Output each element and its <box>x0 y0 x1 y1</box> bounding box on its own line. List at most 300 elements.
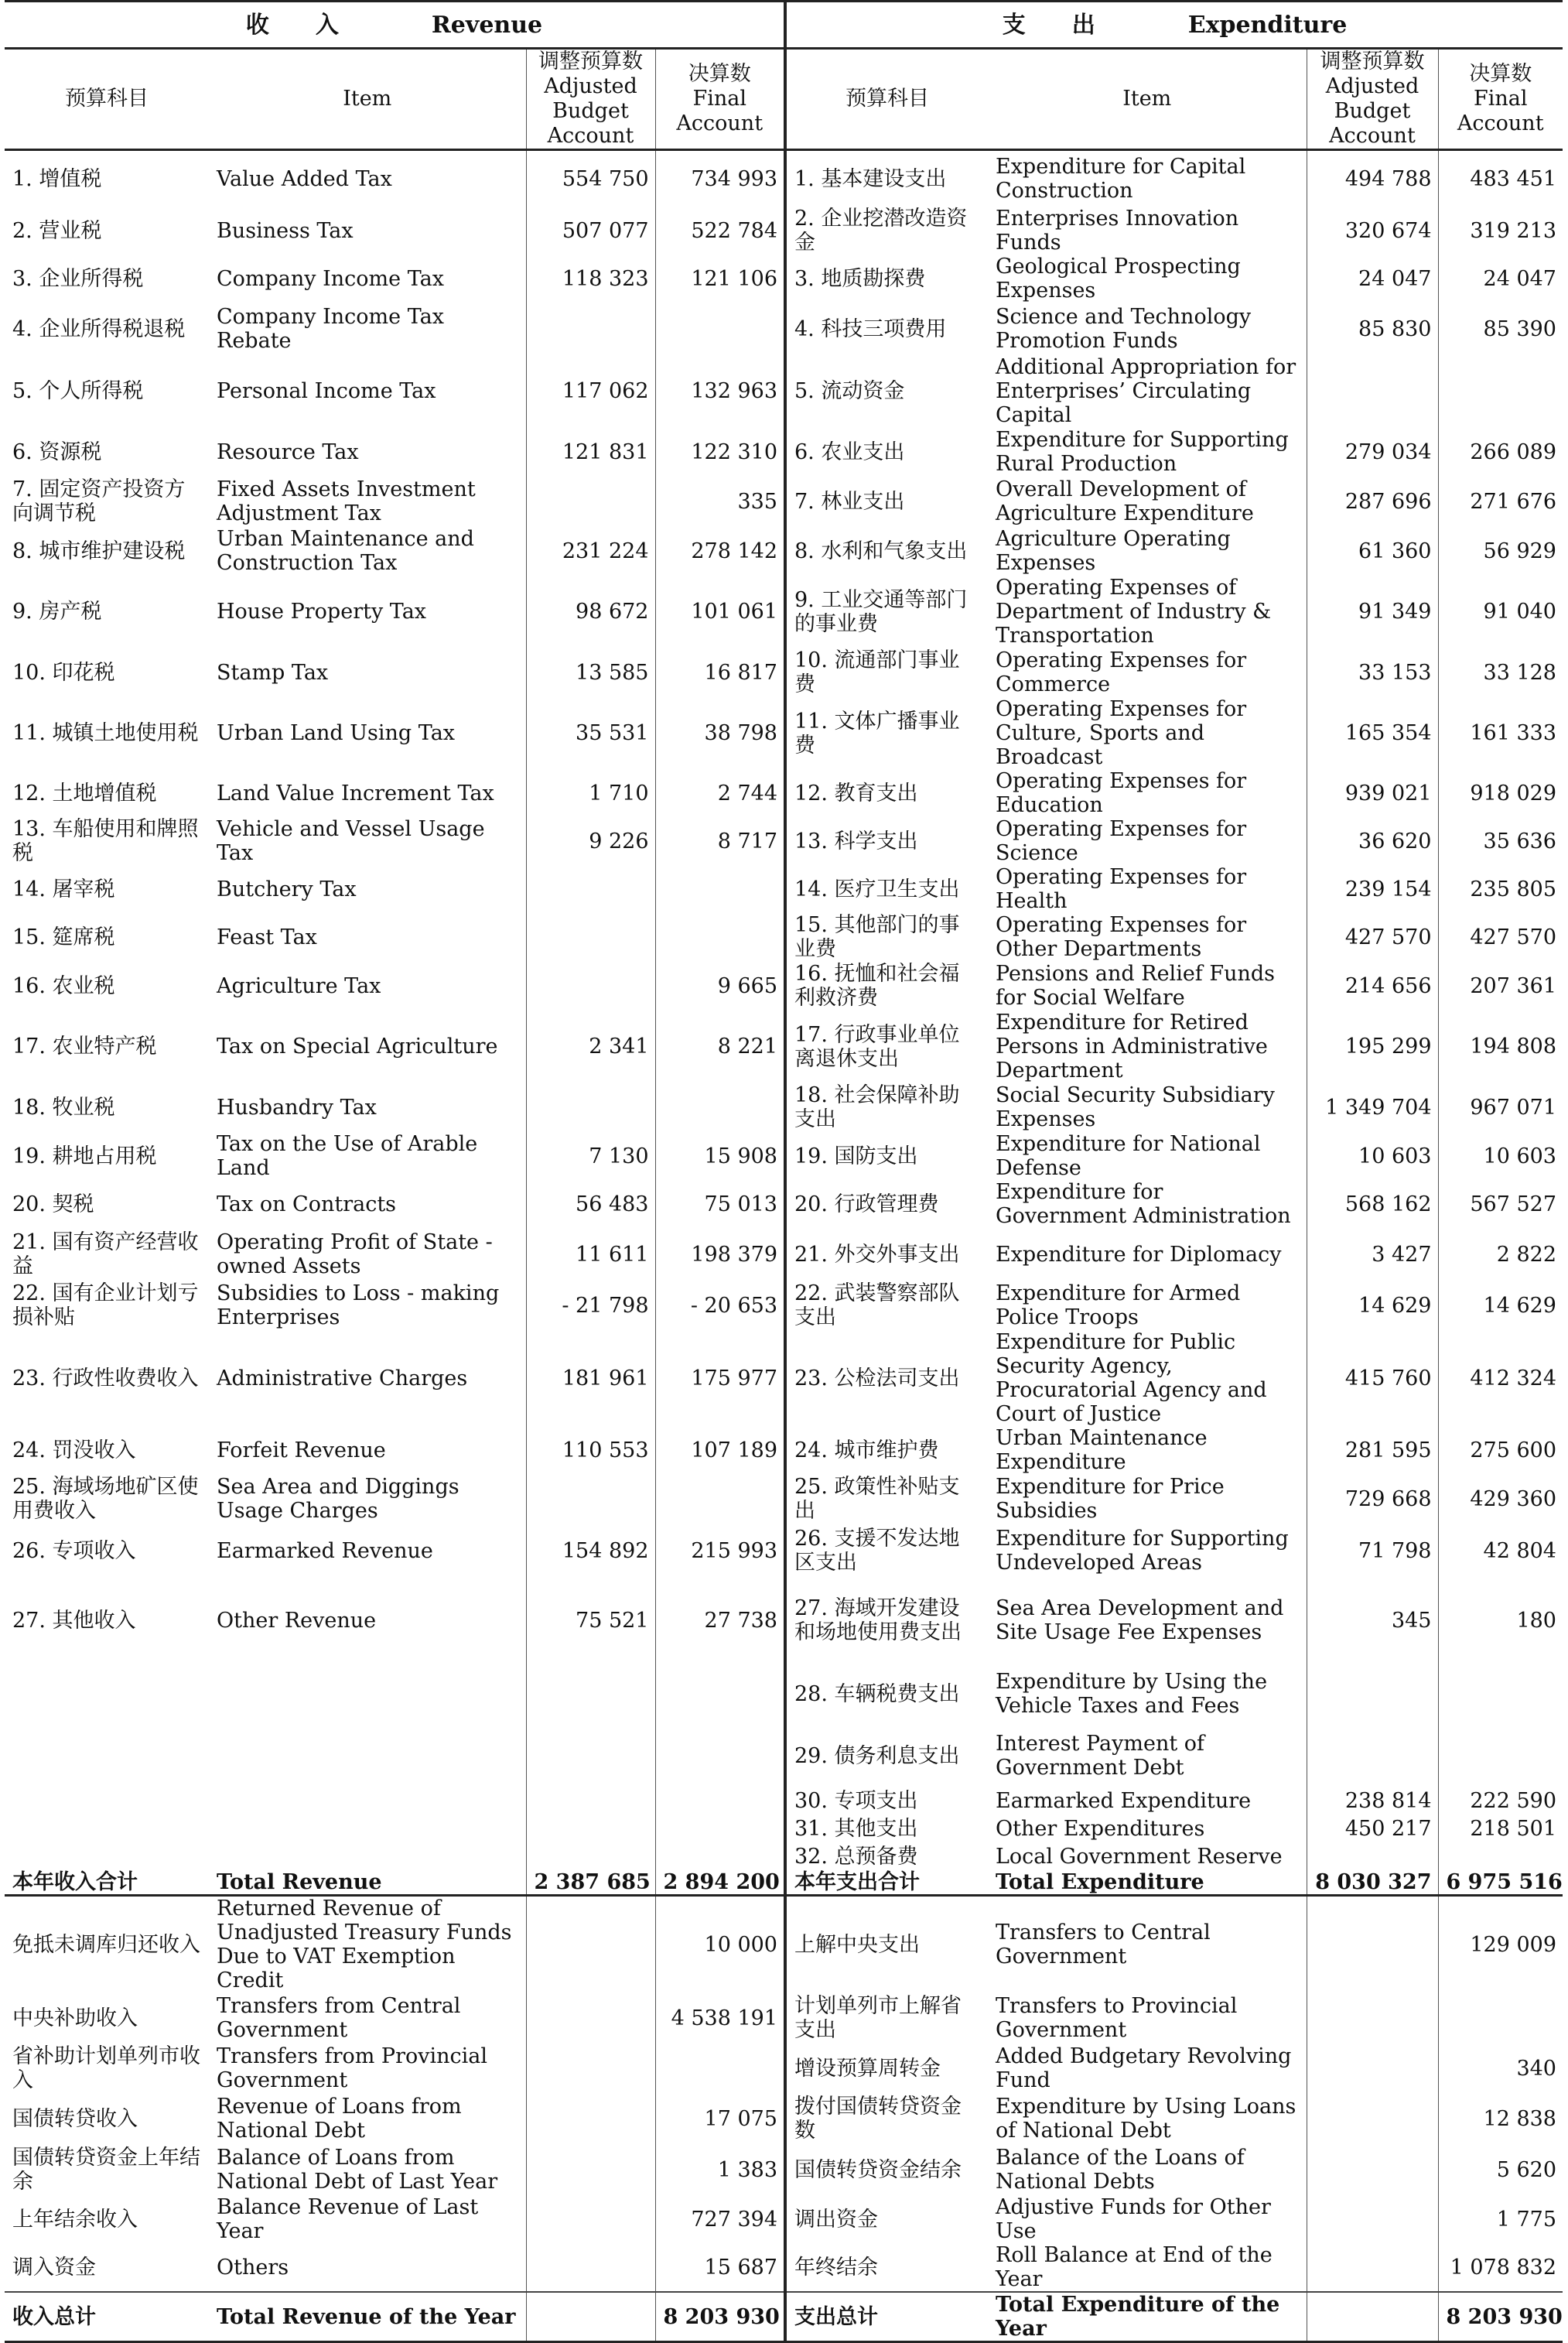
revenue-adjusted-cell <box>526 1663 655 1725</box>
expenditure-item-cell: Urban Maintenance Expenditure <box>996 1426 1208 1474</box>
expenditure-adjusted-cell: 33 153 <box>1307 648 1438 697</box>
expenditure-adjusted-cell: 91 349 <box>1307 576 1438 648</box>
table-row <box>5 576 1563 648</box>
expenditure-section-header <box>785 2 1563 49</box>
expenditure-item-cell: Expenditure for Supporting Rural Production <box>996 428 1289 476</box>
revenue-item-cell: Forfeit Revenue <box>217 1438 386 1462</box>
revenue-subject-cell: 14. 屠宰税 <box>12 877 115 901</box>
expenditure-adjusted-cell: 568 162 <box>1307 1180 1438 1228</box>
expenditure-subject-cell: 25. 政策性补贴支出 <box>785 1474 988 1524</box>
expenditure-final-cell: 412 324 <box>1438 1330 1563 1426</box>
adjusted-en-label: Adjusted Budget <box>544 74 637 123</box>
expenditure-final-cell <box>1438 1842 1563 1870</box>
expenditure-adjusted-cell: 195 299 <box>1307 1011 1438 1083</box>
revenue-final-cell: 278 142 <box>655 526 785 576</box>
revenue-adjusted-cell: 121 831 <box>526 427 655 477</box>
revenue-total-label: 本年收入合计 <box>5 1870 209 1896</box>
table-row <box>5 1787 1563 1815</box>
revenue-subject-cell: 省补助计划单列市收入 <box>12 2044 200 2092</box>
expenditure-final-cell: 56 929 <box>1438 526 1563 576</box>
expenditure-final-cell: 207 361 <box>1438 961 1563 1011</box>
revenue-adjusted-cell: 98 672 <box>526 576 655 648</box>
expenditure-final-cell: 427 570 <box>1438 913 1563 961</box>
revenue-subject-cell: 13. 车船使用和牌照税 <box>12 817 199 865</box>
expenditure-final-cell: 91 040 <box>1438 576 1563 648</box>
expenditure-adjusted-cell <box>1307 2195 1438 2243</box>
revenue-final-cell <box>655 1474 785 1524</box>
expenditure-adjusted-cell <box>1307 1663 1438 1725</box>
revenue-final-cell: 734 993 <box>655 150 785 207</box>
revenue-adjusted-cell <box>526 2093 655 2144</box>
revenue-item-cell: Tax on Special Agriculture <box>217 1035 498 1059</box>
expenditure-final-cell <box>1438 355 1563 427</box>
revenue-final-cell: 4 538 191 <box>655 1992 785 2044</box>
item-rows <box>5 150 1563 1871</box>
transfer-row <box>5 1896 1563 1993</box>
expenditure-item-cell: Added Budgetary Revolving Fund <box>996 2044 1292 2092</box>
adjusted-en-label: Adjusted Budget <box>1325 74 1419 123</box>
revenue-final-cell: 121 106 <box>655 255 785 303</box>
revenue-item-cell: Transfers from Provincial Government <box>217 2044 488 2092</box>
revenue-final-cell <box>655 303 785 355</box>
expenditure-item-cell: Science and Technology Promotion Funds <box>996 305 1252 353</box>
expenditure-subject-cell: 增设预算周转金 <box>785 2044 988 2093</box>
expenditure-final-cell: 129 009 <box>1438 1896 1563 1993</box>
transfer-row <box>5 1992 1563 2044</box>
revenue-total-adjusted: 2 387 685 <box>526 1870 655 1896</box>
revenue-adjusted-cell: - 21 798 <box>526 1281 655 1330</box>
expenditure-total-label: 本年支出合计 <box>785 1870 988 1896</box>
revenue-subject-cell <box>5 1842 209 1870</box>
final-en-label-2: Account <box>1457 111 1544 135</box>
expenditure-subject-cell: 8. 水利和气象支出 <box>785 526 988 576</box>
expenditure-subject-cell: 30. 专项支出 <box>785 1787 988 1815</box>
table-row <box>5 150 1563 207</box>
expenditure-final-cell: 271 676 <box>1438 477 1563 526</box>
revenue-adjusted-cell: 507 077 <box>526 207 655 255</box>
adjusted-en-label-2: Account <box>547 124 634 148</box>
expenditure-item-cell: Additional Appropriation for Enterprises’ Circulating Capital <box>996 355 1296 427</box>
revenue-adjusted-cell <box>526 1474 655 1524</box>
table-row <box>5 477 1563 526</box>
revenue-subject-cell: 7. 固定资产投资方向调节税 <box>12 477 186 525</box>
table-row <box>5 769 1563 817</box>
expenditure-subject-cell: 29. 债务利息支出 <box>785 1725 988 1787</box>
expenditure-subject-cell: 16. 抚恤和社会福利救济费 <box>785 961 988 1011</box>
revenue-final-cell: 215 993 <box>655 1524 785 1578</box>
revenue-final-cell: 16 817 <box>655 648 785 697</box>
expenditure-adjusted-cell <box>1307 1842 1438 1870</box>
revenue-item-cell: Earmarked Revenue <box>217 1538 433 1563</box>
revenue-adjusted-cell <box>526 961 655 1011</box>
expenditure-total-final: 6 975 516 <box>1438 1870 1563 1896</box>
revenue-item-cell: Tax on Contracts <box>217 1192 397 1216</box>
expenditure-adjusted-cell: 939 021 <box>1307 769 1438 817</box>
revenue-adjusted-cell <box>526 2044 655 2093</box>
expenditure-adjusted-cell: 61 360 <box>1307 526 1438 576</box>
expenditure-final-cell: 275 600 <box>1438 1426 1563 1474</box>
final-en-label: Final <box>692 87 746 111</box>
revenue-subject-cell <box>5 1815 209 1842</box>
table-row <box>5 1578 1563 1663</box>
table-row <box>5 207 1563 255</box>
expenditure-item-header: Item <box>988 49 1307 150</box>
revenue-subject-cell: 27. 其他收入 <box>12 1608 136 1633</box>
expenditure-item-cell: Expenditure for Public Security Agency, Procuratorial Agency and Court of Justice <box>996 1330 1267 1426</box>
expenditure-subject-cell: 国债转贷资金结余 <box>785 2144 988 2195</box>
final-en-label-2: Account <box>676 111 764 135</box>
revenue-adjusted-cell: 117 062 <box>526 355 655 427</box>
table-row <box>5 1524 1563 1578</box>
expenditure-adjusted-cell <box>1307 2144 1438 2195</box>
revenue-subject-cell: 5. 个人所得税 <box>12 379 144 403</box>
revenue-adjusted-header <box>526 49 655 150</box>
revenue-adjusted-cell: 9 226 <box>526 817 655 865</box>
expenditure-adjusted-cell: 14 629 <box>1307 1281 1438 1330</box>
revenue-adjusted-cell <box>526 2243 655 2292</box>
expenditure-final-cell: 429 360 <box>1438 1474 1563 1524</box>
table-row <box>5 427 1563 477</box>
revenue-final-cell: 75 013 <box>655 1180 785 1228</box>
column-header-row <box>5 49 1563 150</box>
revenue-subject-cell: 10. 印花税 <box>12 660 115 685</box>
revenue-final-cell: 10 000 <box>655 1896 785 1993</box>
revenue-subject-cell: 8. 城市维护建设税 <box>12 539 186 563</box>
expenditure-adjusted-cell <box>1307 2243 1438 2292</box>
revenue-item-cell <box>209 1663 526 1725</box>
revenue-final-cell: 122 310 <box>655 427 785 477</box>
revenue-subject-cell: 20. 契税 <box>12 1192 94 1216</box>
revenue-item-cell: Urban Maintenance and Construction Tax <box>217 527 474 575</box>
expenditure-item-cell: Expenditure for Supporting Undeveloped Areas <box>996 1527 1289 1575</box>
transfer-row <box>5 2243 1563 2292</box>
revenue-final-cell: 335 <box>655 477 785 526</box>
revenue-adjusted-cell: 7 130 <box>526 1132 655 1180</box>
revenue-item-cell: Administrative Charges <box>217 1366 468 1390</box>
expenditure-item-cell: Operating Expenses for Health <box>996 865 1247 913</box>
table-row <box>5 1842 1563 1870</box>
revenue-item-cell: Others <box>217 2255 289 2280</box>
expenditure-subject-cell: 4. 科技三项费用 <box>785 303 988 355</box>
expenditure-subject-cell: 6. 农业支出 <box>785 427 988 477</box>
expenditure-item-cell: Expenditure for Retired Persons in Administrative Department <box>996 1011 1268 1083</box>
expenditure-final-cell: 161 333 <box>1438 697 1563 769</box>
expenditure-subject-cell: 拨付国债转贷资金数 <box>785 2093 988 2144</box>
expenditure-title-cn: 支 出 <box>1002 11 1095 39</box>
expenditure-item-cell: Expenditure for Diplomacy <box>996 1242 1282 1267</box>
expenditure-subject-cell: 调出资金 <box>785 2195 988 2243</box>
expenditure-subject-cell: 2. 企业挖潜改造资金 <box>785 207 988 255</box>
expenditure-item-cell: Operating Expenses for Other Departments <box>996 913 1247 961</box>
table-row <box>5 865 1563 913</box>
expenditure-subject-cell: 15. 其他部门的事业费 <box>785 913 988 961</box>
revenue-item-cell: Business Tax <box>217 218 354 243</box>
revenue-subject-cell: 9. 房产税 <box>12 600 102 624</box>
revenue-final-cell: 38 798 <box>655 697 785 769</box>
revenue-item-cell: Returned Revenue of Unadjusted Treasury Funds Due to VAT Exemption Credit <box>217 1897 512 1992</box>
annual-total-row <box>5 1870 1563 1896</box>
expenditure-subject-cell: 28. 车辆税费支出 <box>785 1663 988 1725</box>
table-row <box>5 961 1563 1011</box>
expenditure-final-cell: 567 527 <box>1438 1180 1563 1228</box>
expenditure-item-cell: Sea Area Development and Site Usage Fee Expenses <box>996 1596 1284 1644</box>
revenue-final-cell: - 20 653 <box>655 1281 785 1330</box>
adjusted-cn-label: 调整预算数 <box>1320 50 1425 74</box>
expenditure-adjusted-cell: 71 798 <box>1307 1524 1438 1578</box>
revenue-final-header <box>655 49 785 150</box>
expenditure-adjusted-cell <box>1307 1896 1438 1993</box>
expenditure-item-cell: Enterprises Innovation Funds <box>996 207 1239 255</box>
expenditure-final-cell: 180 <box>1438 1578 1563 1663</box>
revenue-final-cell: 27 738 <box>655 1578 785 1663</box>
expenditure-final-cell: 12 838 <box>1438 2093 1563 2144</box>
revenue-grand-total-final: 8 203 930 <box>655 2292 785 2342</box>
revenue-item-cell: Sea Area and Diggings Usage Charges <box>217 1475 459 1523</box>
transfer-row <box>5 2093 1563 2144</box>
expenditure-adjusted-cell <box>1307 2093 1438 2144</box>
revenue-item-cell: Other Revenue <box>217 1608 377 1633</box>
expenditure-item-cell: Expenditure for Capital Construction <box>996 155 1246 203</box>
expenditure-total-item: Total Expenditure <box>988 1870 1307 1896</box>
table-row <box>5 255 1563 303</box>
expenditure-subject-cell: 1. 基本建设支出 <box>785 150 988 207</box>
revenue-final-cell: 101 061 <box>655 576 785 648</box>
expenditure-final-cell: 35 636 <box>1438 817 1563 865</box>
revenue-final-cell: 107 189 <box>655 1426 785 1474</box>
expenditure-item-cell: Transfers to Central Government <box>996 1921 1211 1968</box>
expenditure-item-cell: Operating Expenses for Education <box>996 769 1247 817</box>
revenue-final-cell: 9 665 <box>655 961 785 1011</box>
expenditure-adjusted-cell: 287 696 <box>1307 477 1438 526</box>
expenditure-total-adjusted: 8 030 327 <box>1307 1870 1438 1896</box>
revenue-final-cell <box>655 1083 785 1132</box>
revenue-adjusted-cell: 118 323 <box>526 255 655 303</box>
expenditure-subject-cell: 年终结余 <box>785 2243 988 2292</box>
revenue-adjusted-cell: 35 531 <box>526 697 655 769</box>
expenditure-adjusted-cell: 214 656 <box>1307 961 1438 1011</box>
revenue-item-cell: Company Income Tax Rebate <box>217 305 444 353</box>
expenditure-subject-cell: 31. 其他支出 <box>785 1815 988 1842</box>
revenue-adjusted-cell: 154 892 <box>526 1524 655 1578</box>
revenue-subject-cell: 16. 农业税 <box>12 973 115 998</box>
revenue-adjusted-cell <box>526 1083 655 1132</box>
table-row <box>5 303 1563 355</box>
revenue-subject-cell: 26. 专项收入 <box>12 1538 136 1563</box>
revenue-final-cell: 198 379 <box>655 1228 785 1281</box>
expenditure-adjusted-cell <box>1307 355 1438 427</box>
revenue-adjusted-cell <box>526 913 655 961</box>
revenue-final-cell: 1 383 <box>655 2144 785 2195</box>
expenditure-subject-cell: 13. 科学支出 <box>785 817 988 865</box>
expenditure-item-cell: Expenditure by Using Loans of National Debt <box>996 2095 1296 2143</box>
expenditure-final-cell: 918 029 <box>1438 769 1563 817</box>
revenue-item-cell: Husbandry Tax <box>217 1095 377 1120</box>
transfer-rows <box>5 1896 1563 2293</box>
expenditure-item-cell: Local Government Reserve <box>996 1844 1283 1869</box>
revenue-adjusted-cell <box>526 303 655 355</box>
expenditure-adjusted-cell: 279 034 <box>1307 427 1438 477</box>
revenue-item-cell <box>209 1815 526 1842</box>
revenue-grand-total-label: 收入总计 <box>5 2292 209 2342</box>
table-row <box>5 1426 1563 1474</box>
expenditure-item-cell: Operating Expenses of Department of Industry & Transportation <box>996 576 1272 648</box>
table-row <box>5 1083 1563 1132</box>
expenditure-adjusted-header <box>1307 49 1438 150</box>
expenditure-item-cell: Geological Prospecting Expenses <box>996 255 1241 303</box>
revenue-adjusted-cell: 56 483 <box>526 1180 655 1228</box>
revenue-adjusted-cell: 1 710 <box>526 769 655 817</box>
expenditure-subject-cell: 19. 国防支出 <box>785 1132 988 1180</box>
expenditure-item-cell: Expenditure for Armed Police Troops <box>996 1281 1241 1329</box>
revenue-adjusted-cell <box>526 1725 655 1787</box>
revenue-subject-cell: 15. 筵席税 <box>12 925 115 949</box>
expenditure-subject-cell: 14. 医疗卫生支出 <box>785 865 988 913</box>
revenue-adjusted-cell <box>526 1842 655 1870</box>
revenue-subject-cell: 22. 国有企业计划亏损补贴 <box>12 1281 199 1329</box>
revenue-final-cell <box>655 1787 785 1815</box>
transfer-row <box>5 2195 1563 2243</box>
final-cn-label: 决算数 <box>688 62 751 86</box>
expenditure-grand-total-adjusted <box>1307 2292 1438 2342</box>
revenue-total-item: Total Revenue <box>209 1870 526 1896</box>
expenditure-final-cell: 222 590 <box>1438 1787 1563 1815</box>
revenue-final-cell <box>655 913 785 961</box>
expenditure-final-cell: 340 <box>1438 2044 1563 2093</box>
expenditure-adjusted-cell: 450 217 <box>1307 1815 1438 1842</box>
revenue-adjusted-cell <box>526 1992 655 2044</box>
revenue-subject-cell: 17. 农业特产税 <box>12 1035 157 1059</box>
expenditure-item-cell: Adjustive Funds for Other Use <box>996 2195 1271 2243</box>
table-row <box>5 526 1563 576</box>
expenditure-subject-cell: 21. 外交外事支出 <box>785 1228 988 1281</box>
expenditure-adjusted-cell: 239 154 <box>1307 865 1438 913</box>
revenue-item-cell: Balance Revenue of Last Year <box>217 2195 479 2243</box>
revenue-final-cell: 8 221 <box>655 1011 785 1083</box>
expenditure-subject-cell: 10. 流通部门事业费 <box>785 648 988 697</box>
revenue-item-cell: Butchery Tax <box>217 877 357 901</box>
expenditure-final-cell: 10 603 <box>1438 1132 1563 1180</box>
table-row <box>5 1180 1563 1228</box>
expenditure-final-cell: 33 128 <box>1438 648 1563 697</box>
revenue-item-cell <box>209 1842 526 1870</box>
revenue-item-cell <box>209 1787 526 1815</box>
expenditure-adjusted-cell: 494 788 <box>1307 150 1438 207</box>
revenue-subject-cell: 2. 营业税 <box>12 218 102 243</box>
expenditure-subject-cell: 20. 行政管理费 <box>785 1180 988 1228</box>
expenditure-final-cell: 24 047 <box>1438 255 1563 303</box>
expenditure-item-cell: Interest Payment of Government Debt <box>996 1732 1205 1780</box>
expenditure-adjusted-cell: 10 603 <box>1307 1132 1438 1180</box>
expenditure-item-cell: Social Security Subsidiary Expenses <box>996 1083 1275 1131</box>
revenue-item-cell <box>209 1725 526 1787</box>
expenditure-subject-header: 预算科目 <box>785 49 988 150</box>
expenditure-final-cell: 2 822 <box>1438 1228 1563 1281</box>
expenditure-subject-cell: 23. 公检法司支出 <box>785 1330 988 1426</box>
revenue-item-cell: Personal Income Tax <box>217 379 436 403</box>
expenditure-final-cell: 319 213 <box>1438 207 1563 255</box>
expenditure-adjusted-cell: 415 760 <box>1307 1330 1438 1426</box>
expenditure-title-en: Expenditure <box>1187 11 1348 39</box>
expenditure-final-cell: 218 501 <box>1438 1815 1563 1842</box>
revenue-subject-cell: 12. 土地增值税 <box>12 781 157 806</box>
revenue-subject-cell: 24. 罚没收入 <box>12 1438 136 1462</box>
revenue-adjusted-cell: 11 611 <box>526 1228 655 1281</box>
expenditure-item-cell: Operating Expenses for Culture, Sports and Broadcast <box>996 697 1247 769</box>
revenue-item-cell: Company Income Tax <box>217 266 444 291</box>
revenue-subject-cell: 国债转贷收入 <box>12 2106 138 2131</box>
expenditure-subject-cell: 26. 支援不发达地区支出 <box>785 1524 988 1578</box>
table-row <box>5 1725 1563 1787</box>
revenue-item-cell: Revenue of Loans from National Debt <box>217 2095 462 2143</box>
expenditure-adjusted-cell: 427 570 <box>1307 913 1438 961</box>
expenditure-item-cell: Expenditure by Using the Vehicle Taxes and Fees <box>996 1670 1268 1718</box>
revenue-item-header: Item <box>209 49 526 150</box>
expenditure-final-cell: 483 451 <box>1438 150 1563 207</box>
expenditure-subject-cell: 7. 林业支出 <box>785 477 988 526</box>
revenue-subject-cell: 上年结余收入 <box>12 2207 138 2232</box>
revenue-subject-cell: 25. 海域场地矿区使用费收入 <box>12 1475 199 1523</box>
revenue-subject-cell <box>5 1787 209 1815</box>
expenditure-final-cell: 5 620 <box>1438 2144 1563 2195</box>
revenue-adjusted-cell: 181 961 <box>526 1330 655 1426</box>
revenue-subject-cell: 18. 牧业税 <box>12 1095 115 1120</box>
revenue-final-cell: 15 908 <box>655 1132 785 1180</box>
expenditure-adjusted-cell: 729 668 <box>1307 1474 1438 1524</box>
expenditure-item-cell: Operating Expenses for Science <box>996 817 1247 865</box>
revenue-subject-cell: 中央补助收入 <box>12 2006 138 2030</box>
expenditure-adjusted-cell: 24 047 <box>1307 255 1438 303</box>
expenditure-adjusted-cell: 3 427 <box>1307 1228 1438 1281</box>
expenditure-item-cell: Other Expenditures <box>996 1816 1205 1841</box>
table-row <box>5 1474 1563 1524</box>
revenue-subject-cell: 3. 企业所得税 <box>12 266 144 291</box>
expenditure-item-cell: Expenditure for Government Administration <box>996 1180 1291 1228</box>
revenue-subject-cell <box>5 1663 209 1725</box>
revenue-final-cell: 727 394 <box>655 2195 785 2243</box>
revenue-item-cell: Subsidies to Loss - making Enterprises <box>217 1281 500 1329</box>
expenditure-adjusted-cell <box>1307 1992 1438 2044</box>
revenue-item-cell: Fixed Assets Investment Adjustment Tax <box>217 477 476 525</box>
revenue-item-cell: Tax on the Use of Arable Land <box>217 1132 478 1180</box>
table-row <box>5 697 1563 769</box>
revenue-final-cell: 175 977 <box>655 1330 785 1426</box>
revenue-item-cell: Vehicle and Vessel Usage Tax <box>217 817 485 865</box>
expenditure-adjusted-cell: 345 <box>1307 1578 1438 1663</box>
adjusted-en-label-2: Account <box>1329 124 1416 148</box>
expenditure-final-cell: 14 629 <box>1438 1281 1563 1330</box>
revenue-subject-cell: 1. 增值税 <box>12 166 102 191</box>
table-row <box>5 913 1563 961</box>
revenue-item-cell: Resource Tax <box>217 440 359 464</box>
revenue-final-cell <box>655 1725 785 1787</box>
expenditure-subject-cell: 9. 工业交通等部门的事业费 <box>785 576 988 648</box>
expenditure-final-header <box>1438 49 1563 150</box>
final-cn-label: 决算数 <box>1469 62 1532 86</box>
expenditure-final-cell: 1 078 832 <box>1438 2243 1563 2292</box>
revenue-adjusted-cell <box>526 1896 655 1993</box>
expenditure-adjusted-cell: 165 354 <box>1307 697 1438 769</box>
expenditure-subject-cell: 计划单列市上解省支出 <box>785 1992 988 2044</box>
revenue-adjusted-cell: 13 585 <box>526 648 655 697</box>
expenditure-item-cell: Operating Expenses for Commerce <box>996 648 1247 696</box>
expenditure-grand-total-label: 支出总计 <box>785 2292 988 2342</box>
revenue-final-cell <box>655 1815 785 1842</box>
expenditure-item-cell: Earmarked Expenditure <box>996 1788 1252 1813</box>
table-row <box>5 817 1563 865</box>
revenue-subject-cell: 4. 企业所得税退税 <box>12 316 186 341</box>
expenditure-item-cell: Transfers to Provincial Government <box>996 1994 1238 2042</box>
revenue-title-en: Revenue <box>431 11 543 39</box>
